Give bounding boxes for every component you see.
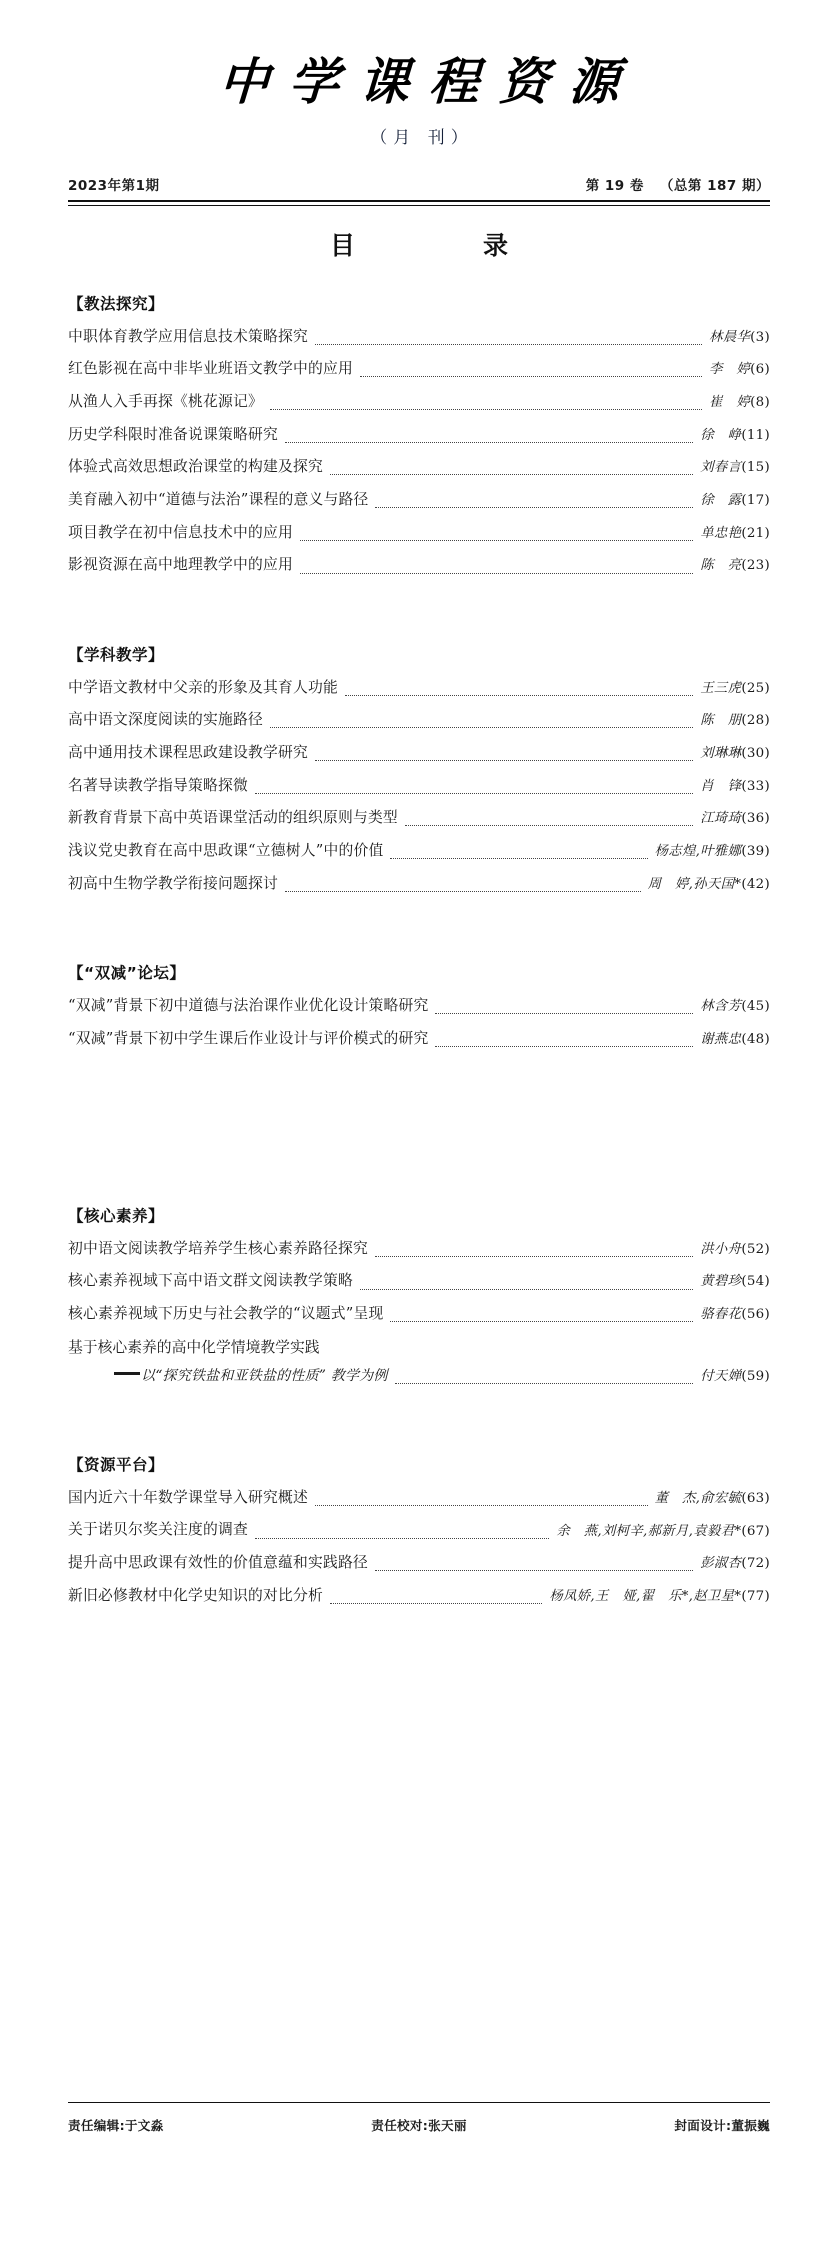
entry-page: (25) (741, 680, 770, 696)
entry-page: (17) (741, 493, 770, 509)
entry-page: (42) (741, 876, 770, 892)
entry-title: 体验式高效思想政治课堂的构建及探究 (68, 458, 323, 476)
entry-authors: 付天婵 (700, 1368, 742, 1384)
section-ziyuan-pingtai (68, 1453, 770, 1607)
toc-entry[interactable] (68, 677, 770, 699)
entry-page: (48) (741, 1031, 770, 1047)
toc-entry[interactable] (68, 775, 770, 797)
entry-title: 红色影视在高中非毕业班语文教学中的应用 (68, 360, 353, 378)
entry-page: (33) (741, 778, 770, 794)
section-title: 【核心素养】 (68, 1206, 165, 1225)
toc-entry[interactable] (68, 1519, 770, 1541)
toc-entry[interactable] (68, 1303, 770, 1325)
toc-entry[interactable] (68, 489, 770, 511)
leader-dots (375, 1569, 693, 1571)
entry-meta (700, 777, 770, 797)
entry-meta (655, 842, 770, 862)
toc-entry[interactable] (68, 1585, 770, 1607)
leader-dots (390, 857, 647, 859)
entry-authors: 陈 朋 (700, 713, 742, 729)
toc-entry[interactable] (68, 456, 770, 478)
section-xueke-jiaoxue (68, 643, 770, 895)
entry-page: (56) (741, 1307, 770, 1323)
entry-title: 浅议党史教育在高中思政课“立德树人”中的价值 (68, 841, 384, 859)
leader-dots (405, 824, 693, 826)
entry-title: 高中通用技术课程思政建设教学研究 (68, 743, 308, 761)
section-title: 【学科教学】 (68, 645, 165, 664)
entry-page: (39) (741, 844, 770, 860)
footer-proofreader: 责任校对:张天丽 (371, 2118, 467, 2133)
entry-authors: 江琦琦 (700, 811, 742, 827)
entry-meta (700, 679, 770, 699)
entry-meta (700, 458, 770, 478)
entry-authors: 刘琳琳 (700, 745, 742, 761)
entry-title: 中学语文教材中父亲的形象及其育人功能 (68, 678, 338, 696)
entry-meta (700, 426, 770, 446)
toc-entry[interactable] (68, 1270, 770, 1292)
entry-meta (700, 1030, 770, 1050)
issue-serial: （总第 187 期） (659, 178, 770, 194)
leader-dots (315, 343, 702, 345)
entry-title: 新旧必修教材中化学史知识的对比分析 (68, 1586, 323, 1604)
header-divider (68, 200, 770, 206)
entry-authors: 杨凤娇,王 娅,翟 乐*,赵卫星* (549, 1588, 742, 1604)
section-jiaofa-tanjiu (68, 292, 770, 577)
entry-page: (11) (741, 427, 770, 443)
entry-page: (63) (741, 1490, 770, 1506)
toc-entry[interactable] (68, 554, 770, 576)
section-gap (68, 603, 770, 643)
leader-dots (300, 572, 693, 574)
entry-title: 提升高中思政课有效性的价值意蕴和实践路径 (68, 1554, 368, 1572)
journal-periodicity: （月 刊） (370, 128, 474, 148)
toc-entry[interactable] (68, 995, 770, 1017)
entry-page: (67) (741, 1523, 770, 1539)
issue-date: 2023年第1期 (68, 178, 160, 194)
entry-authors: 单忠艳 (700, 525, 742, 541)
entry-meta (700, 1554, 770, 1574)
section-title: 【“双减”论坛】 (68, 963, 186, 982)
entry-page: (3) (750, 329, 770, 345)
footer-editor: 责任编辑:于文淼 (68, 2118, 164, 2133)
entry-title: 初中语文阅读教学培养学生核心素养路径探究 (68, 1239, 368, 1257)
entry-title: 项目教学在初中信息技术中的应用 (68, 523, 293, 541)
section-shuangjian-luntan (68, 961, 770, 1050)
entry-authors: 余 燕,刘柯辛,郝新月,袁毅君* (556, 1523, 742, 1539)
em-dash-icon (114, 1372, 140, 1375)
leader-dots (375, 1255, 693, 1257)
toc-entry[interactable] (68, 840, 770, 862)
entry-title: 核心素养视域下历史与社会教学的“议题式”呈现 (68, 1305, 384, 1323)
toc-entry[interactable] (68, 326, 770, 348)
toc-body (68, 292, 770, 1608)
entry-meta (700, 809, 770, 829)
leader-dots (375, 506, 693, 508)
entry-title: 从渔人入手再探《桃花源记》 (68, 392, 263, 410)
entry-title: 高中语文深度阅读的实施路径 (68, 711, 263, 729)
entry-title: 中职体育教学应用信息技术策略探究 (68, 327, 308, 345)
toc-entry[interactable] (68, 1487, 770, 1509)
leader-dots (315, 759, 693, 761)
toc-entry-twoline[interactable] (68, 1336, 770, 1387)
entry-subtitle-text: 以“探究铁盐和亚铁盐的性质” 教学为例 (141, 1367, 388, 1384)
entry-title: 名著导读教学指导策略探微 (68, 776, 248, 794)
entry-authors: 陈 亮 (700, 558, 742, 574)
issue-volume: 第 19 卷 (585, 178, 644, 194)
entry-authors: 崔 婷 (709, 394, 751, 410)
entry-page: (6) (750, 362, 770, 378)
entry-title: 核心素养视域下高中语文群文阅读教学策略 (68, 1272, 353, 1290)
entry-authors: 骆春花 (700, 1307, 742, 1323)
leader-dots (345, 694, 693, 696)
entry-authors: 杨志煌,叶雅娜 (654, 844, 742, 860)
entry-page: (45) (741, 998, 770, 1014)
toc-entry[interactable] (68, 709, 770, 731)
toc-entry[interactable] (68, 1238, 770, 1260)
footer-divider (68, 2102, 770, 2103)
entry-page: (54) (741, 1274, 770, 1290)
entry-authors: 肖 锋 (700, 778, 742, 794)
entry-meta (700, 1240, 770, 1260)
leader-dots (390, 1320, 693, 1322)
leader-dots (360, 1288, 693, 1290)
section-hexin-suyang (68, 1204, 770, 1387)
leader-dots (300, 539, 693, 541)
entry-authors: 李 婷 (709, 362, 751, 378)
entry-authors: 徐 露 (700, 493, 742, 509)
entry-page: (77) (741, 1588, 770, 1604)
entry-authors: 彭淑杏 (700, 1556, 742, 1572)
section-title: 【资源平台】 (68, 1455, 165, 1474)
entry-subtitle (114, 1366, 388, 1387)
leader-dots (270, 408, 702, 410)
leader-dots (435, 1012, 693, 1014)
entry-title: “双减”背景下初中学生课后作业设计与评价模式的研究 (68, 1029, 429, 1047)
entry-title: 美育融入初中“道德与法治”课程的意义与路径 (68, 490, 369, 508)
entry-page: (8) (750, 394, 770, 410)
entry-authors: 徐 峥 (700, 427, 742, 443)
entry-meta (700, 1367, 770, 1387)
entry-meta (709, 360, 770, 380)
footer-cover-designer: 封面设计:董振巍 (674, 2118, 770, 2133)
entry-authors: 刘春言 (700, 460, 742, 476)
entry-page: (52) (741, 1241, 770, 1257)
issue-line (68, 174, 770, 194)
leader-dots (395, 1382, 694, 1384)
entry-title: “双减”背景下初中道德与法治课作业优化设计策略研究 (68, 996, 429, 1014)
entry-subtitle-row[interactable] (68, 1366, 770, 1387)
entry-meta (556, 1522, 770, 1542)
toc-entry[interactable] (68, 807, 770, 829)
leader-dots (360, 375, 702, 377)
entry-meta (700, 1272, 770, 1292)
entry-title: 初高中生物学教学衔接问题探讨 (68, 874, 278, 892)
toc-entry[interactable] (68, 358, 770, 380)
entry-authors: 林含芳 (700, 998, 742, 1014)
leader-dots (285, 890, 641, 892)
toc-entry[interactable] (68, 424, 770, 446)
entry-title: 基于核心素养的高中化学情境教学实践 (68, 1338, 320, 1356)
entry-meta (700, 491, 770, 511)
toc-entry[interactable] (68, 742, 770, 764)
entry-authors: 谢燕忠 (700, 1031, 742, 1047)
section-gap (68, 921, 770, 961)
toc-entry[interactable] (68, 1552, 770, 1574)
entry-page: (15) (741, 460, 770, 476)
toc-entry[interactable] (68, 391, 770, 413)
entry-authors: 董 杰,俞宏毓 (654, 1490, 742, 1506)
entry-meta (700, 524, 770, 544)
leader-dots (255, 792, 693, 794)
entry-title: 历史学科限时准备说课策略研究 (68, 425, 278, 443)
entry-meta (549, 1587, 770, 1607)
entry-title: 新教育背景下高中英语课堂活动的组织原则与类型 (68, 809, 398, 827)
leader-dots (270, 726, 693, 728)
leader-dots (330, 1602, 542, 1604)
entry-meta (700, 1305, 770, 1325)
leader-dots (285, 441, 693, 443)
entry-authors: 洪小舟 (700, 1241, 742, 1257)
entry-meta (700, 997, 770, 1017)
entry-page: (72) (741, 1556, 770, 1572)
entry-page: (28) (741, 713, 770, 729)
entry-title: 关于诺贝尔奖关注度的调查 (68, 1521, 248, 1539)
entry-title: 国内近六十年数学课堂导入研究概述 (68, 1488, 308, 1506)
entry-authors: 黄碧珍 (700, 1274, 742, 1290)
entry-title: 影视资源在高中地理教学中的应用 (68, 556, 293, 574)
leader-dots (315, 1504, 648, 1506)
leader-dots (330, 473, 693, 475)
entry-authors: 林晨华 (709, 329, 751, 345)
entry-page: (21) (741, 525, 770, 541)
entry-meta (648, 875, 770, 895)
entry-page: (36) (741, 811, 770, 827)
toc-entry[interactable] (68, 1028, 770, 1050)
footer (68, 2102, 770, 2134)
toc-entry[interactable] (68, 522, 770, 544)
entry-meta (655, 1489, 770, 1509)
section-gap (68, 1413, 770, 1453)
entry-meta (700, 556, 770, 576)
journal-title: 中学课程资源 (217, 52, 641, 111)
masthead (68, 0, 770, 148)
entry-meta (700, 744, 770, 764)
section-title: 【教法探究】 (68, 294, 165, 313)
leader-dots (435, 1045, 693, 1047)
entry-page: (59) (741, 1368, 770, 1384)
toc-entry[interactable] (68, 873, 770, 895)
page-title: 目 录 (329, 230, 534, 260)
entry-page: (23) (741, 558, 770, 574)
large-blank-gap (68, 1076, 770, 1204)
entry-meta (700, 711, 770, 731)
entry-meta (709, 393, 770, 413)
entry-meta (709, 328, 770, 348)
leader-dots (255, 1537, 549, 1539)
entry-authors: 周 婷,孙天国* (647, 876, 742, 892)
entry-page: (30) (741, 745, 770, 761)
entry-authors: 王三虎 (700, 680, 742, 696)
